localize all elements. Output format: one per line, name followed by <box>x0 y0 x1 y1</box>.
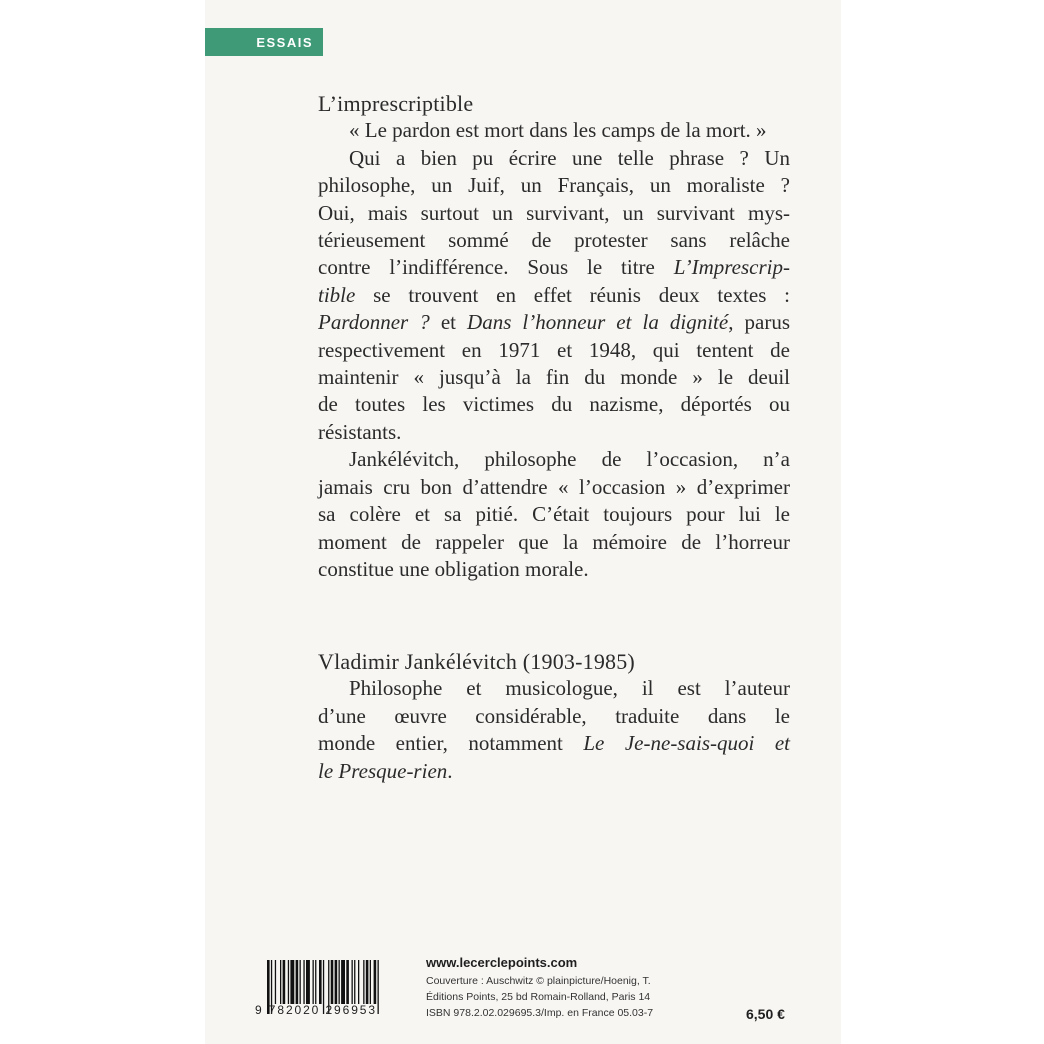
book-title-italic: L’Imprescrip- <box>673 255 790 280</box>
body-line: le Presque-rien. <box>318 758 453 783</box>
text-title-italic: Dans l’honneur et la dignité <box>467 310 729 335</box>
barcode-bar <box>275 960 276 1004</box>
body-line: résistants. <box>318 419 402 444</box>
section-author <box>318 648 790 785</box>
barcode-bar <box>296 960 299 1004</box>
body-line: Oui, mais surtout un survivant, un survivant mys- <box>318 200 790 225</box>
barcode-bar <box>288 960 289 1004</box>
body-line: respectivement en 1971 et 1948, qui tentent de <box>318 337 790 362</box>
body-line: contre l’indifférence. Sous le titre L’Imprescrip- <box>318 255 790 280</box>
body-line: Jankélévitch, philosophe de l’occasion, n’a <box>349 447 790 472</box>
body-line: de toutes les victimes du nazisme, déportés ou <box>318 392 790 417</box>
barcode-bar <box>363 960 364 1004</box>
barcode-bar <box>358 960 359 1004</box>
barcode-bar <box>370 960 371 1004</box>
barcode-bar <box>335 960 338 1004</box>
cover-credit: Couverture : Auschwitz © plainpicture/Hoenig, T. <box>426 975 651 987</box>
barcode-bar <box>346 960 349 1004</box>
body-line: térieusement sommé de protester sans relâche <box>318 228 790 253</box>
body-line: jamais cru bon d’attendre « l’occasion » d’exprimer <box>318 474 790 499</box>
body-line: tible se trouvent en effet réunis deux textes : <box>318 282 790 307</box>
body-line: monde entier, notamment Le Je-ne-sais-quoi et <box>318 731 790 756</box>
barcode-bar <box>366 960 369 1004</box>
cover-footer <box>255 955 801 1025</box>
price: 6,50 € <box>746 1006 785 1022</box>
barcode-bar <box>306 960 310 1004</box>
body-line: maintenir « jusqu’à la fin du monde » le deuil <box>318 365 790 390</box>
body-line: d’une œuvre considérable, traduite dans le <box>318 703 790 728</box>
barcode-bar <box>290 960 294 1004</box>
body-line: moment de rappeler que la mémoire de l’horreur <box>318 529 790 554</box>
book-title-italic: tible <box>318 282 356 307</box>
body-line: constitue une obligation morale. <box>318 556 589 581</box>
isbn-line: ISBN 978.2.02.029695.3/Imp. en France 05.03-7 <box>426 1007 654 1019</box>
body-line: sa colère et sa pitié. C’était toujours pour lui le <box>318 502 790 527</box>
publisher-address: Éditions Points, 25 bd Romain-Rolland, Paris 14 <box>426 991 651 1003</box>
epigraph-quote: « Le pardon est mort dans les camps de la mort. » <box>349 118 767 143</box>
section-imprescriptible <box>318 90 790 583</box>
body-line: philosophe, un Juif, un Français, un moraliste ? <box>318 173 790 198</box>
barcode-bar <box>315 960 316 1004</box>
book-title-italic: Le Je-ne-sais-quoi et <box>583 731 790 756</box>
barcode-bar <box>280 960 281 1004</box>
body-line: Philosophe et musicologue, il est l’auteur <box>349 676 790 701</box>
barcode-bar <box>313 960 314 1004</box>
author-title: Vladimir Jankélévitch (1903-1985) <box>318 649 635 674</box>
body-line: Qui a bien pu écrire une telle phrase ? Un <box>349 145 790 170</box>
barcode-number: 9 782020 296953 <box>255 1003 377 1017</box>
barcode-bar <box>319 960 322 1004</box>
series-badge: ESSAIS <box>205 28 323 56</box>
barcode-bar <box>354 960 355 1004</box>
barcode-bar <box>341 960 345 1004</box>
publisher-website: www.lecerclepoints.com <box>426 955 578 970</box>
text-title-italic: Pardonner ? <box>318 310 430 335</box>
barcode-bar <box>352 960 353 1004</box>
barcode-bar <box>374 960 377 1004</box>
body-line: Pardonner ? et Dans l’honneur et la dignité, parus <box>318 310 790 335</box>
book-title-italic: le Presque-rien <box>318 758 448 783</box>
barcode-bar <box>339 960 340 1004</box>
barcode-bar <box>283 960 286 1004</box>
section-title: L’imprescriptible <box>318 91 474 116</box>
barcode-bar <box>331 960 334 1004</box>
barcode-bar <box>300 960 301 1004</box>
barcode-bar <box>303 960 304 1004</box>
